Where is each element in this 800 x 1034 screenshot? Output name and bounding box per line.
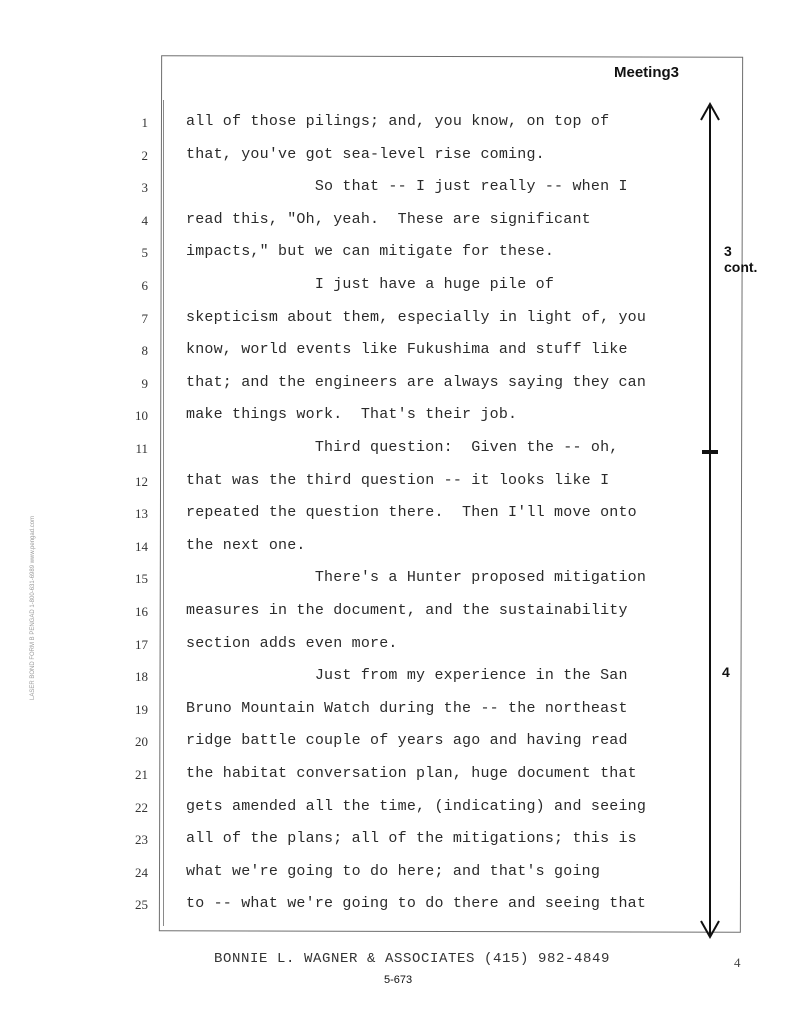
transcript-line: Just from my experience in the San — [186, 667, 628, 685]
line-number: 11 — [135, 441, 148, 456]
transcript-line: Bruno Mountain Watch during the -- the northeast — [186, 699, 628, 717]
comment-4-label — [722, 664, 730, 680]
line-number: 10 — [135, 408, 148, 424]
line-number: 23 — [135, 832, 148, 848]
line-number: 1 — [141, 115, 148, 130]
line-number: 21 — [135, 767, 148, 782]
line-number: 24 — [135, 864, 148, 880]
line-number: 12 — [135, 473, 148, 489]
transcript-line: I just have a huge pile of — [186, 276, 555, 293]
line-number: 16 — [135, 604, 148, 619]
reporter-footer: BONNIE L. WAGNER & ASSOCIATES (415) 982-4849 — [214, 951, 611, 967]
line-number: 3 — [141, 180, 148, 196]
line-number: 13 — [135, 506, 148, 522]
comment-3-cont-text: cont. — [724, 259, 758, 275]
line-number: 14 — [135, 538, 148, 554]
transcript-line: the habitat conversation plan, huge document that — [186, 765, 637, 782]
line-number: 7 — [141, 310, 148, 326]
document-id: 5-673 — [384, 974, 413, 986]
transcript-line: make things work. That's their job. — [186, 406, 518, 424]
comment-4-number: 4 — [722, 664, 730, 680]
comment-bracket-3-cont — [701, 104, 719, 453]
transcript-line: to -- what we're going to do there and seeing that — [186, 895, 647, 913]
line-number: 9 — [141, 375, 148, 391]
line-number: 17 — [135, 636, 148, 652]
transcript-line: There's a Hunter proposed mitigation — [186, 569, 647, 587]
line-number: 18 — [135, 669, 148, 685]
line-number: 2 — [141, 147, 148, 163]
transcript-line: that was the third question -- it looks like I — [186, 471, 610, 489]
transcript-line: the next one. — [186, 536, 306, 554]
transcript-line: gets amended all the time, (indicating) and seeing — [186, 797, 647, 815]
transcript-line: repeated the question there. Then I'll move onto — [186, 504, 637, 522]
transcript-line: measures in the document, and the sustainability — [186, 602, 628, 619]
comment-bracket-4 — [701, 451, 719, 937]
transcript-line: that; and the engineers are always saying they can — [186, 373, 647, 391]
page-number: 4 — [734, 955, 741, 970]
transcript-line: what we're going to do here; and that's going — [186, 862, 601, 880]
line-number: 20 — [135, 734, 148, 750]
transcript-line: read this, "Oh, yeah. These are significant — [186, 210, 591, 228]
transcript-line: that, you've got sea-level rise coming. — [186, 145, 545, 163]
line-number: 8 — [141, 343, 148, 359]
line-number: 4 — [141, 212, 148, 228]
transcript-line: all of those pilings; and, you know, on top of — [186, 113, 610, 130]
transcript-line: So that -- I just really -- when I — [186, 178, 628, 196]
transcript-line: ridge battle couple of years ago and having read — [186, 732, 628, 750]
line-number: 22 — [135, 799, 148, 815]
paper-brand-watermark: LASER BOND FORM B PENGAD 1-800-631-6989 www.pengad.com — [30, 515, 36, 700]
transcript-line: section adds even more. — [186, 634, 398, 652]
line-number: 6 — [141, 278, 148, 293]
transcript-line: skepticism about them, especially in light of, you — [186, 308, 647, 326]
transcript-line: impacts," but we can mitigate for these. — [186, 243, 555, 261]
transcript-line: all of the plans; all of the mitigations; this is — [186, 830, 637, 848]
line-number: 15 — [135, 571, 148, 587]
line-number: 25 — [135, 897, 148, 913]
comment-3-number: 3 — [724, 243, 732, 259]
line-number: 5 — [141, 245, 148, 261]
transcript-line: know, world events like Fukushima and stuff like — [186, 341, 628, 359]
line-number: 19 — [135, 701, 148, 717]
meeting-label: Meeting3 — [614, 64, 680, 81]
transcript-line: Third question: Given the -- oh, — [186, 439, 619, 456]
comment-3-cont-label — [724, 243, 757, 275]
